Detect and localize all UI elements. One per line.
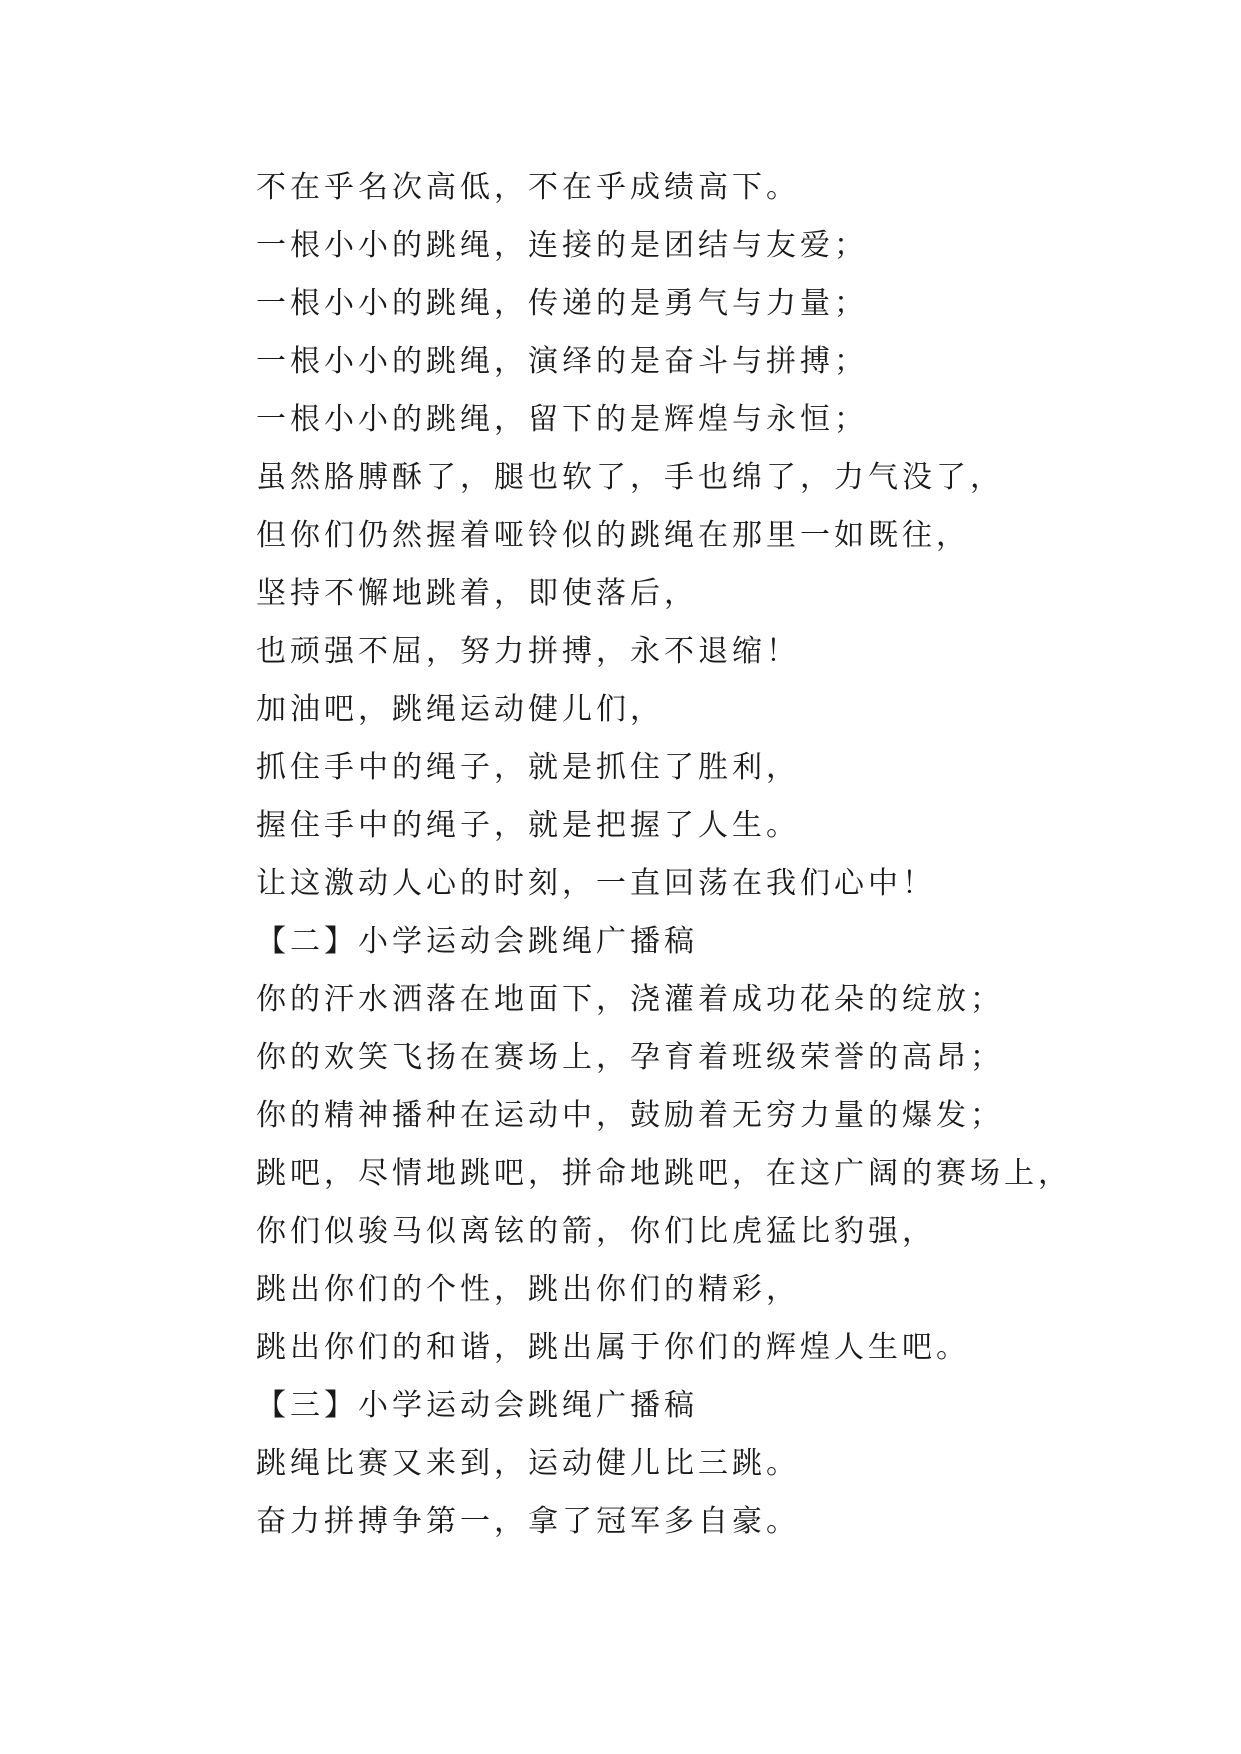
text-line: 也顽强不屈，努力拼搏，永不退缩！ [256, 634, 800, 669]
text-line: 握住手中的绳子，就是把握了人生。 [256, 808, 800, 843]
text-line: 跳出你们的个性，跳出你们的精彩， [256, 1272, 800, 1307]
text-line: 一根小小的跳绳，留下的是辉煌与永恒； [256, 402, 868, 437]
text-line: 你的汗水洒落在地面下，浇灌着成功花朵的绽放； [256, 982, 1004, 1017]
text-line: 让这激动人心的时刻，一直回荡在我们心中！ [256, 866, 936, 901]
text-line: 一根小小的跳绳，传递的是勇气与力量； [256, 286, 868, 321]
text-line: 你的精神播种在运动中，鼓励着无穷力量的爆发； [256, 1098, 1004, 1133]
text-line: 抓住手中的绳子，就是抓住了胜利， [256, 750, 800, 785]
text-line: 加油吧，跳绳运动健儿们， [256, 692, 664, 727]
text-line: 你的欢笑飞扬在赛场上，孕育着班级荣誉的高昂； [256, 1040, 1004, 1075]
document-body [256, 159, 1156, 1551]
section-heading-3: 【三】小学运动会跳绳广播稿 [256, 1388, 698, 1423]
text-line: 跳出你们的和谐，跳出属于你们的辉煌人生吧。 [256, 1330, 970, 1365]
text-line: 一根小小的跳绳，连接的是团结与友爱； [256, 228, 868, 263]
text-line: 跳吧，尽情地跳吧，拼命地跳吧，在这广阔的赛场上， [256, 1156, 1072, 1191]
text-line: 跳绳比赛又来到，运动健儿比三跳。 [256, 1446, 800, 1481]
text-line: 不在乎名次高低，不在乎成绩高下。 [256, 170, 800, 205]
text-line: 你们似骏马似离铉的箭，你们比虎猛比豹强， [256, 1214, 936, 1249]
text-line: 奋力拼搏争第一，拿了冠军多自豪。 [256, 1504, 800, 1539]
text-line: 但你们仍然握着哑铃似的跳绳在那里一如既往， [256, 518, 970, 553]
text-line: 一根小小的跳绳，演绎的是奋斗与拼搏； [256, 344, 868, 379]
text-line: 坚持不懈地跳着，即使落后， [256, 576, 698, 611]
section-heading-2: 【二】小学运动会跳绳广播稿 [256, 924, 698, 959]
text-line: 虽然胳膊酥了，腿也软了，手也绵了，力气没了， [256, 460, 1004, 495]
